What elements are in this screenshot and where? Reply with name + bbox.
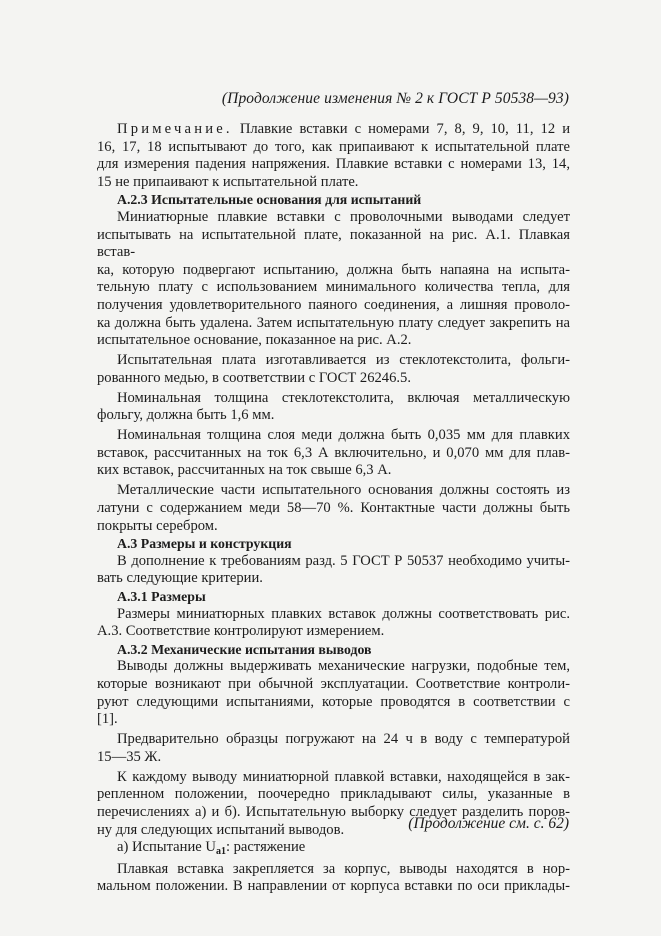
paragraph-line: латуни с содержанием меди 58—70 %. Контактные части должны быть: [97, 500, 570, 517]
note-line: 16, 17, 18 испытывают до того, как припаивают к испытательной плате: [97, 138, 570, 155]
section-heading-a31: А.3.1 Размеры: [117, 589, 206, 604]
paragraph-line: перечислениях а) и б). Испытательную выборку следует разделить поров-: [97, 803, 570, 820]
subscript: a1: [215, 846, 226, 858]
paragraph-line: испытательное основание, показанное на рис. А.2.: [97, 332, 412, 349]
paragraph-line: 15—35 Ж.: [97, 748, 162, 765]
page-content: [97, 121, 570, 896]
paragraph-line: вставок, рассчитанных на ток 6,3 А включительно, и 0,070 мм для плав-: [97, 444, 570, 461]
paragraph-line: покрыты серебром.: [97, 517, 218, 534]
paragraph-line: Испытательная плата изготавливается из стеклотекстолита, фольги-: [117, 352, 570, 369]
paragraph-line: Плавкая вставка закрепляется за корпус, выводы находятся в нор-: [117, 860, 570, 877]
paragraph-line: Металлические части испытательного основания должны состоять из: [117, 482, 570, 499]
page-footer: (Продолжение см. с. 62): [408, 815, 569, 832]
paragraph-line: рованного медью, в соответствии с ГОСТ 26246.5.: [97, 369, 411, 386]
paragraph-line: ка, которую подвергают испытанию, должна быть напаяна на испыта-: [97, 261, 570, 278]
paragraph-line: Номинальная толщина слоя меди должна быть 0,035 мм для плавких: [117, 427, 570, 444]
section-heading-a32: А.3.2 Механические испытания выводов: [117, 641, 372, 657]
section-heading-a23: А.2.3 Испытательные основания для испытаний: [117, 192, 422, 208]
paragraph-line: Выводы должны выдерживать механические нагрузки, подобные тем,: [117, 658, 570, 675]
page-header: (Продолжение изменения № 2 к ГОСТ Р 50538—93): [221, 90, 569, 107]
paragraph-line: В дополнение к требованиям разд. 5 ГОСТ Р 50537 необходимо учиты-: [117, 552, 570, 569]
note-line: Примечание. Плавкие вставки с номерами 7, 8, 9, 10, 11, 12 и: [117, 121, 570, 137]
paragraph-line: Номинальная толщина стеклотекстолита, включая металлическую: [117, 389, 570, 406]
paragraph-line: Миниатюрные плавкие вставки с проволочными выводами следует: [117, 208, 570, 225]
paragraph-line: ких вставок, рассчитанных на ток свыше 6,3 А.: [97, 462, 392, 479]
paragraph-line: А.3. Соответствие контролируют измерением.: [97, 623, 385, 640]
paragraph-line: Размеры миниатюрных плавких вставок должны соответствовать рис.: [117, 605, 570, 622]
paragraph-line: [1].: [97, 711, 118, 728]
paragraph-line: испытывать на испытательной плате, показанной на рис. А.1. Плавкая встав-: [97, 226, 570, 261]
paragraph-line: руют следующими испытаниями, которые проводятся в соответствии с: [97, 693, 570, 710]
list-item-a: а) Испытание $U_{a1}$: растяжение: [117, 839, 306, 858]
paragraph-line: Предварительно образцы погружают на 24 ч в воду с температурой: [117, 731, 570, 748]
note-line: для измерения падения напряжения. Плавкие вставки с номерами 13, 14,: [97, 156, 570, 173]
paragraph-line: фольгу, должна быть 1,6 мм.: [97, 407, 275, 424]
paragraph-line: ка должна быть удалена. Затем испытательную плату следует закрепить на: [97, 314, 570, 331]
paragraph-line: получения удовлетворительного паяного соединения, а лишняя проволо-: [97, 296, 570, 313]
paragraph-line: К каждому выводу миниатюрной плавкой вставки, находящейся в зак-: [117, 768, 570, 785]
paragraph-line: вать следующие критерии.: [97, 570, 263, 587]
note-label: Примечание.: [117, 121, 233, 137]
note-line: 15 не припаивают к испытательной плате.: [97, 173, 359, 190]
paragraph-line: ну для следующих испытаний выводов.: [97, 821, 345, 838]
paragraph-line: репленном положении, поочередно прикладывают силы, указанные в: [97, 786, 570, 803]
paragraph-line: мальном положении. В направлении от корпуса вставки по оси приклады-: [97, 878, 570, 895]
paragraph-line: которые возникают при обычной эксплуатации. Соответствие контроли-: [97, 675, 570, 692]
paragraph-line: тельную плату с использованием минимального количества тепла, для: [97, 279, 570, 296]
section-heading-a3: А.3 Размеры и конструкция: [117, 536, 292, 552]
